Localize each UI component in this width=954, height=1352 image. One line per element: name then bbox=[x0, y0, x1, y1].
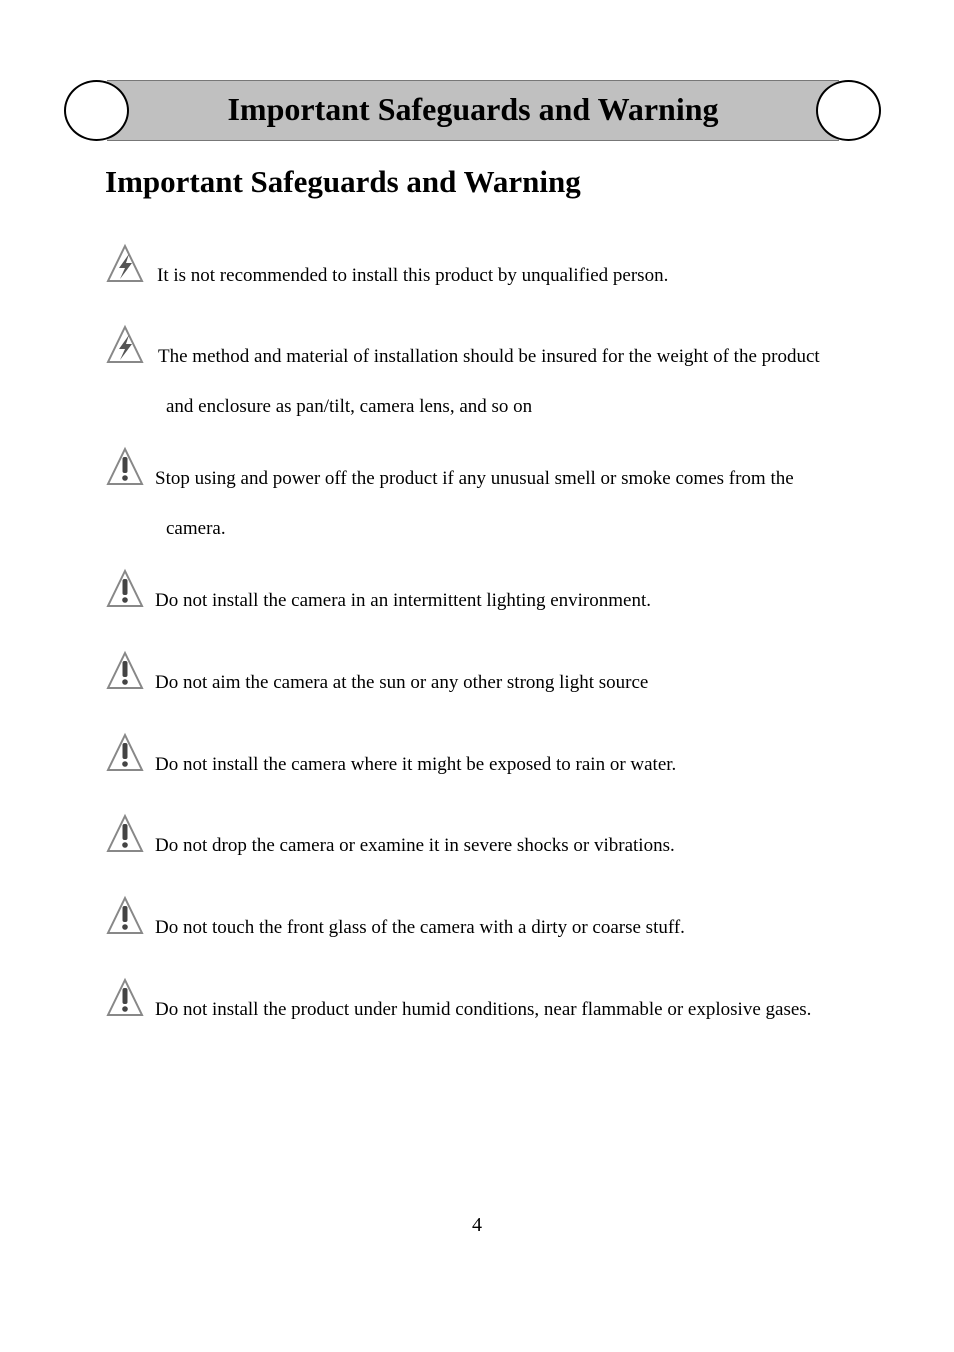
page-title: Important Safeguards and Warning bbox=[105, 164, 581, 199]
lightning-warning-icon bbox=[105, 243, 145, 285]
exclamation-warning-icon bbox=[105, 895, 145, 937]
warning-text: Do not install the product under humid conditions, near flammable or explosive gases. bbox=[155, 999, 812, 1020]
warning-text: Do not install the camera where it might be exposed to rain or water. bbox=[155, 754, 677, 775]
banner-right-circle bbox=[816, 80, 881, 141]
warning-text: Do not touch the front glass of the camera with a dirty or coarse stuff. bbox=[155, 917, 685, 938]
warning-text: Do not install the camera in an intermittent lighting environment. bbox=[155, 590, 651, 611]
exclamation-warning-icon bbox=[105, 732, 145, 774]
warning-text: It is not recommended to install this product by unqualified person. bbox=[157, 265, 669, 286]
warning-text: Stop using and power off the product if any unusual smell or smoke comes from the bbox=[155, 468, 794, 489]
lightning-warning-icon bbox=[105, 324, 145, 366]
warning-text: The method and material of installation should be insured for the weight of the product bbox=[158, 346, 820, 367]
warning-text: camera. bbox=[166, 518, 226, 539]
exclamation-warning-icon bbox=[105, 650, 145, 692]
banner-left-circle bbox=[64, 80, 129, 141]
header-banner bbox=[107, 80, 839, 141]
banner-title: Important Safeguards and Warning bbox=[227, 91, 719, 127]
warning-text: and enclosure as pan/tilt, camera lens, and so on bbox=[166, 396, 533, 417]
warning-text: Do not drop the camera or examine it in severe shocks or vibrations. bbox=[155, 835, 675, 856]
exclamation-warning-icon bbox=[105, 446, 145, 488]
warning-text: Do not aim the camera at the sun or any other strong light source bbox=[155, 672, 649, 693]
exclamation-warning-icon bbox=[105, 813, 145, 855]
page-number: 4 bbox=[472, 1214, 482, 1236]
exclamation-warning-icon bbox=[105, 568, 145, 610]
exclamation-warning-icon bbox=[105, 977, 145, 1019]
